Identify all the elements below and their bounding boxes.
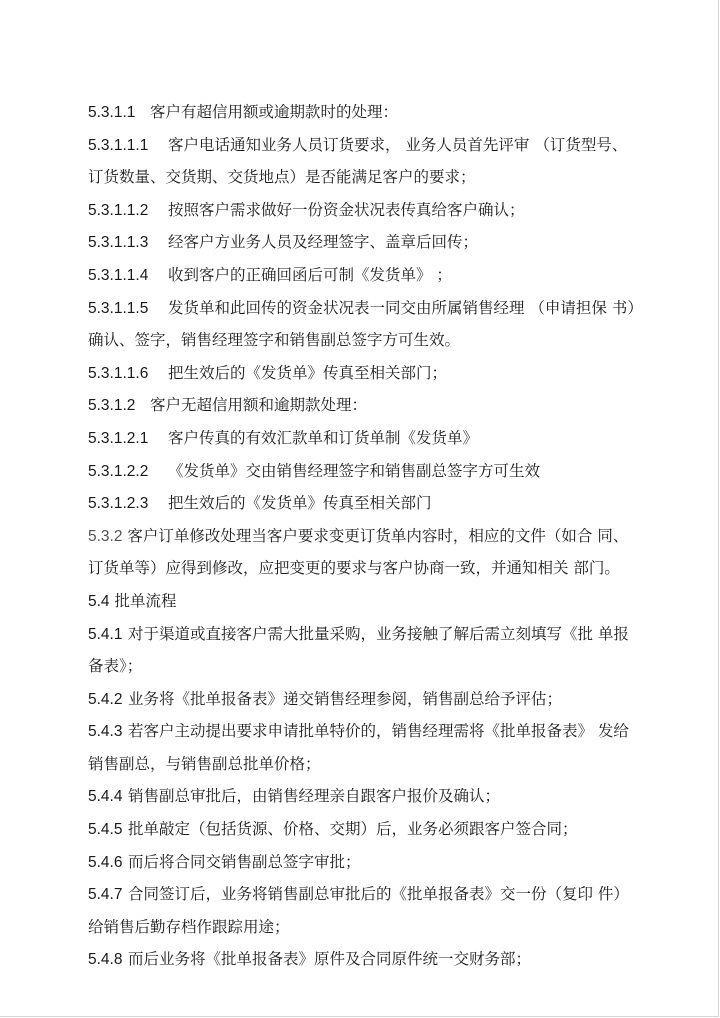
section-number: 5.3.1.2.2 — [88, 462, 149, 480]
paragraph-line — [88, 650, 688, 683]
paragraph-text: 客户传真的有效汇款单和订货单制《发货单》 — [168, 428, 479, 447]
section-number: 5.3.1.2.3 — [88, 495, 149, 513]
section-number: 5.4 — [88, 592, 110, 610]
section-number: 5.3.1.2.1 — [88, 429, 149, 447]
paragraph-line — [88, 96, 688, 129]
section-number: 5.3.1.2 — [88, 397, 136, 415]
paragraph-text: 订货数量、交货期、交货地点）是否能满足客户的要求； — [88, 168, 476, 187]
section-number: 5.4.7 — [88, 886, 123, 904]
paragraph-line — [88, 813, 688, 846]
paragraph-line — [88, 846, 688, 879]
paragraph-line — [88, 455, 688, 488]
section-number: 5.4.1 — [88, 625, 123, 643]
paragraph-line — [88, 161, 688, 194]
paragraph-text: 收到客户的正确回函后可制《发货单》 ； — [168, 265, 452, 284]
paragraph-text: 订货单等）应得到修改，应把变更的要求与客户协商一致，并通知相关 部门。 — [88, 559, 620, 578]
paragraph-line — [88, 585, 688, 618]
paragraph-line — [88, 292, 688, 325]
paragraph-text: 业务将《批单报备表》递交销售经理参阅，销售副总给予评估； — [128, 689, 563, 708]
paragraph-line — [88, 226, 688, 259]
paragraph-text: 把生效后的《发货单》传真至相关部门 — [168, 494, 432, 513]
paragraph-line — [88, 520, 688, 553]
paragraph-line — [88, 618, 688, 651]
paragraph-line — [88, 324, 688, 357]
paragraph-text: 确认、签字，销售经理签字和销售副总签字方可生效。 — [88, 331, 461, 350]
section-number: 5.4.3 — [88, 723, 123, 741]
paragraph-line — [88, 878, 688, 911]
paragraph-text: 若客户主动提出要求申请批单特价的，销售经理需将《批单报备表》 发给 — [128, 722, 629, 741]
paragraph-text: 而后业务将《批单报备表》原件及合同原件统一交财务部； — [128, 950, 532, 969]
section-number: 5.3.1.1.6 — [88, 364, 149, 382]
paragraph-line — [88, 943, 688, 976]
section-number: 5.3.1.1.2 — [88, 201, 149, 219]
paragraph-text: 销售副总审批后，由销售经理亲自跟客户报价及确认； — [128, 787, 501, 806]
paragraph-line — [88, 194, 688, 227]
paragraph-text: 而后将合同交销售副总签字审批； — [128, 852, 361, 871]
section-number: 5.4.8 — [88, 951, 123, 969]
document-body — [88, 96, 688, 976]
section-number: 5.4.5 — [88, 821, 123, 839]
section-number: 5.3.1.1.1 — [88, 136, 149, 154]
paragraph-text: 客户电话通知业务人员订货要求， 业务人员首先评审 （订货型号、 — [168, 135, 628, 154]
section-number: 5.4.2 — [88, 690, 123, 708]
paragraph-text: 对于渠道或直接客户需大批量采购，业务接触了解后需立刻填写《批 单报 — [128, 624, 629, 643]
paragraph-text: 客户有超信用额或逾期款时的处理： — [150, 103, 399, 121]
paragraph-text: 客户订单修改处理当客户要求变更订货单内容时，相应的文件（如合 同、 — [127, 526, 629, 545]
paragraph-text: 备表》； — [88, 657, 143, 676]
paragraph-line — [88, 422, 688, 455]
paragraph-line — [88, 715, 688, 748]
paragraph-line — [88, 357, 688, 390]
section-number: 5.3.1.1 — [88, 104, 136, 121]
paragraph-line — [88, 129, 688, 162]
section-number: 5.3.2 — [88, 527, 123, 545]
paragraph-text: 合同签订后，业务将销售副总审批后的《批单报备表》交一份（复印 件） — [128, 885, 629, 904]
paragraph-line — [88, 911, 688, 944]
paragraph-line — [88, 780, 688, 813]
paragraph-text: 按照客户需求做好一份资金状况表传真给客户确认； — [168, 200, 525, 219]
paragraph-text: 《发货单》交由销售经理签字和销售副总签字方可生效 — [168, 461, 541, 480]
paragraph-line — [88, 748, 688, 781]
section-number: 5.4.6 — [88, 853, 123, 871]
paragraph-text: 经客户方业务人员及经理签字、盖章后回传； — [168, 233, 479, 252]
section-heading: 批单流程 — [114, 591, 177, 610]
section-number: 5.3.1.1.4 — [88, 266, 149, 284]
section-number: 5.3.1.1.3 — [88, 234, 149, 252]
paragraph-line — [88, 487, 688, 520]
paragraph-text: 给销售后勤存档作跟踪用途； — [88, 917, 290, 936]
paragraph-line — [88, 389, 688, 422]
paragraph-text: 批单敲定（包括货源、价格、交期）后，业务必须跟客户签合同； — [128, 820, 578, 839]
section-number: 5.3.1.1.5 — [88, 299, 149, 317]
section-number: 5.4.4 — [88, 788, 123, 806]
paragraph-text: 客户无超信用额和逾期款处理： — [150, 396, 368, 415]
paragraph-line — [88, 552, 688, 585]
paragraph-text: 把生效后的《发货单》传真至相关部门； — [168, 363, 448, 382]
paragraph-text: 发货单和此回传的资金状况表一同交由所属销售经理 （申请担保 书） — [168, 298, 643, 317]
paragraph-text: 销售副总，与销售副总批单价格； — [88, 754, 321, 773]
paragraph-line — [88, 259, 688, 292]
paragraph-line — [88, 683, 688, 716]
